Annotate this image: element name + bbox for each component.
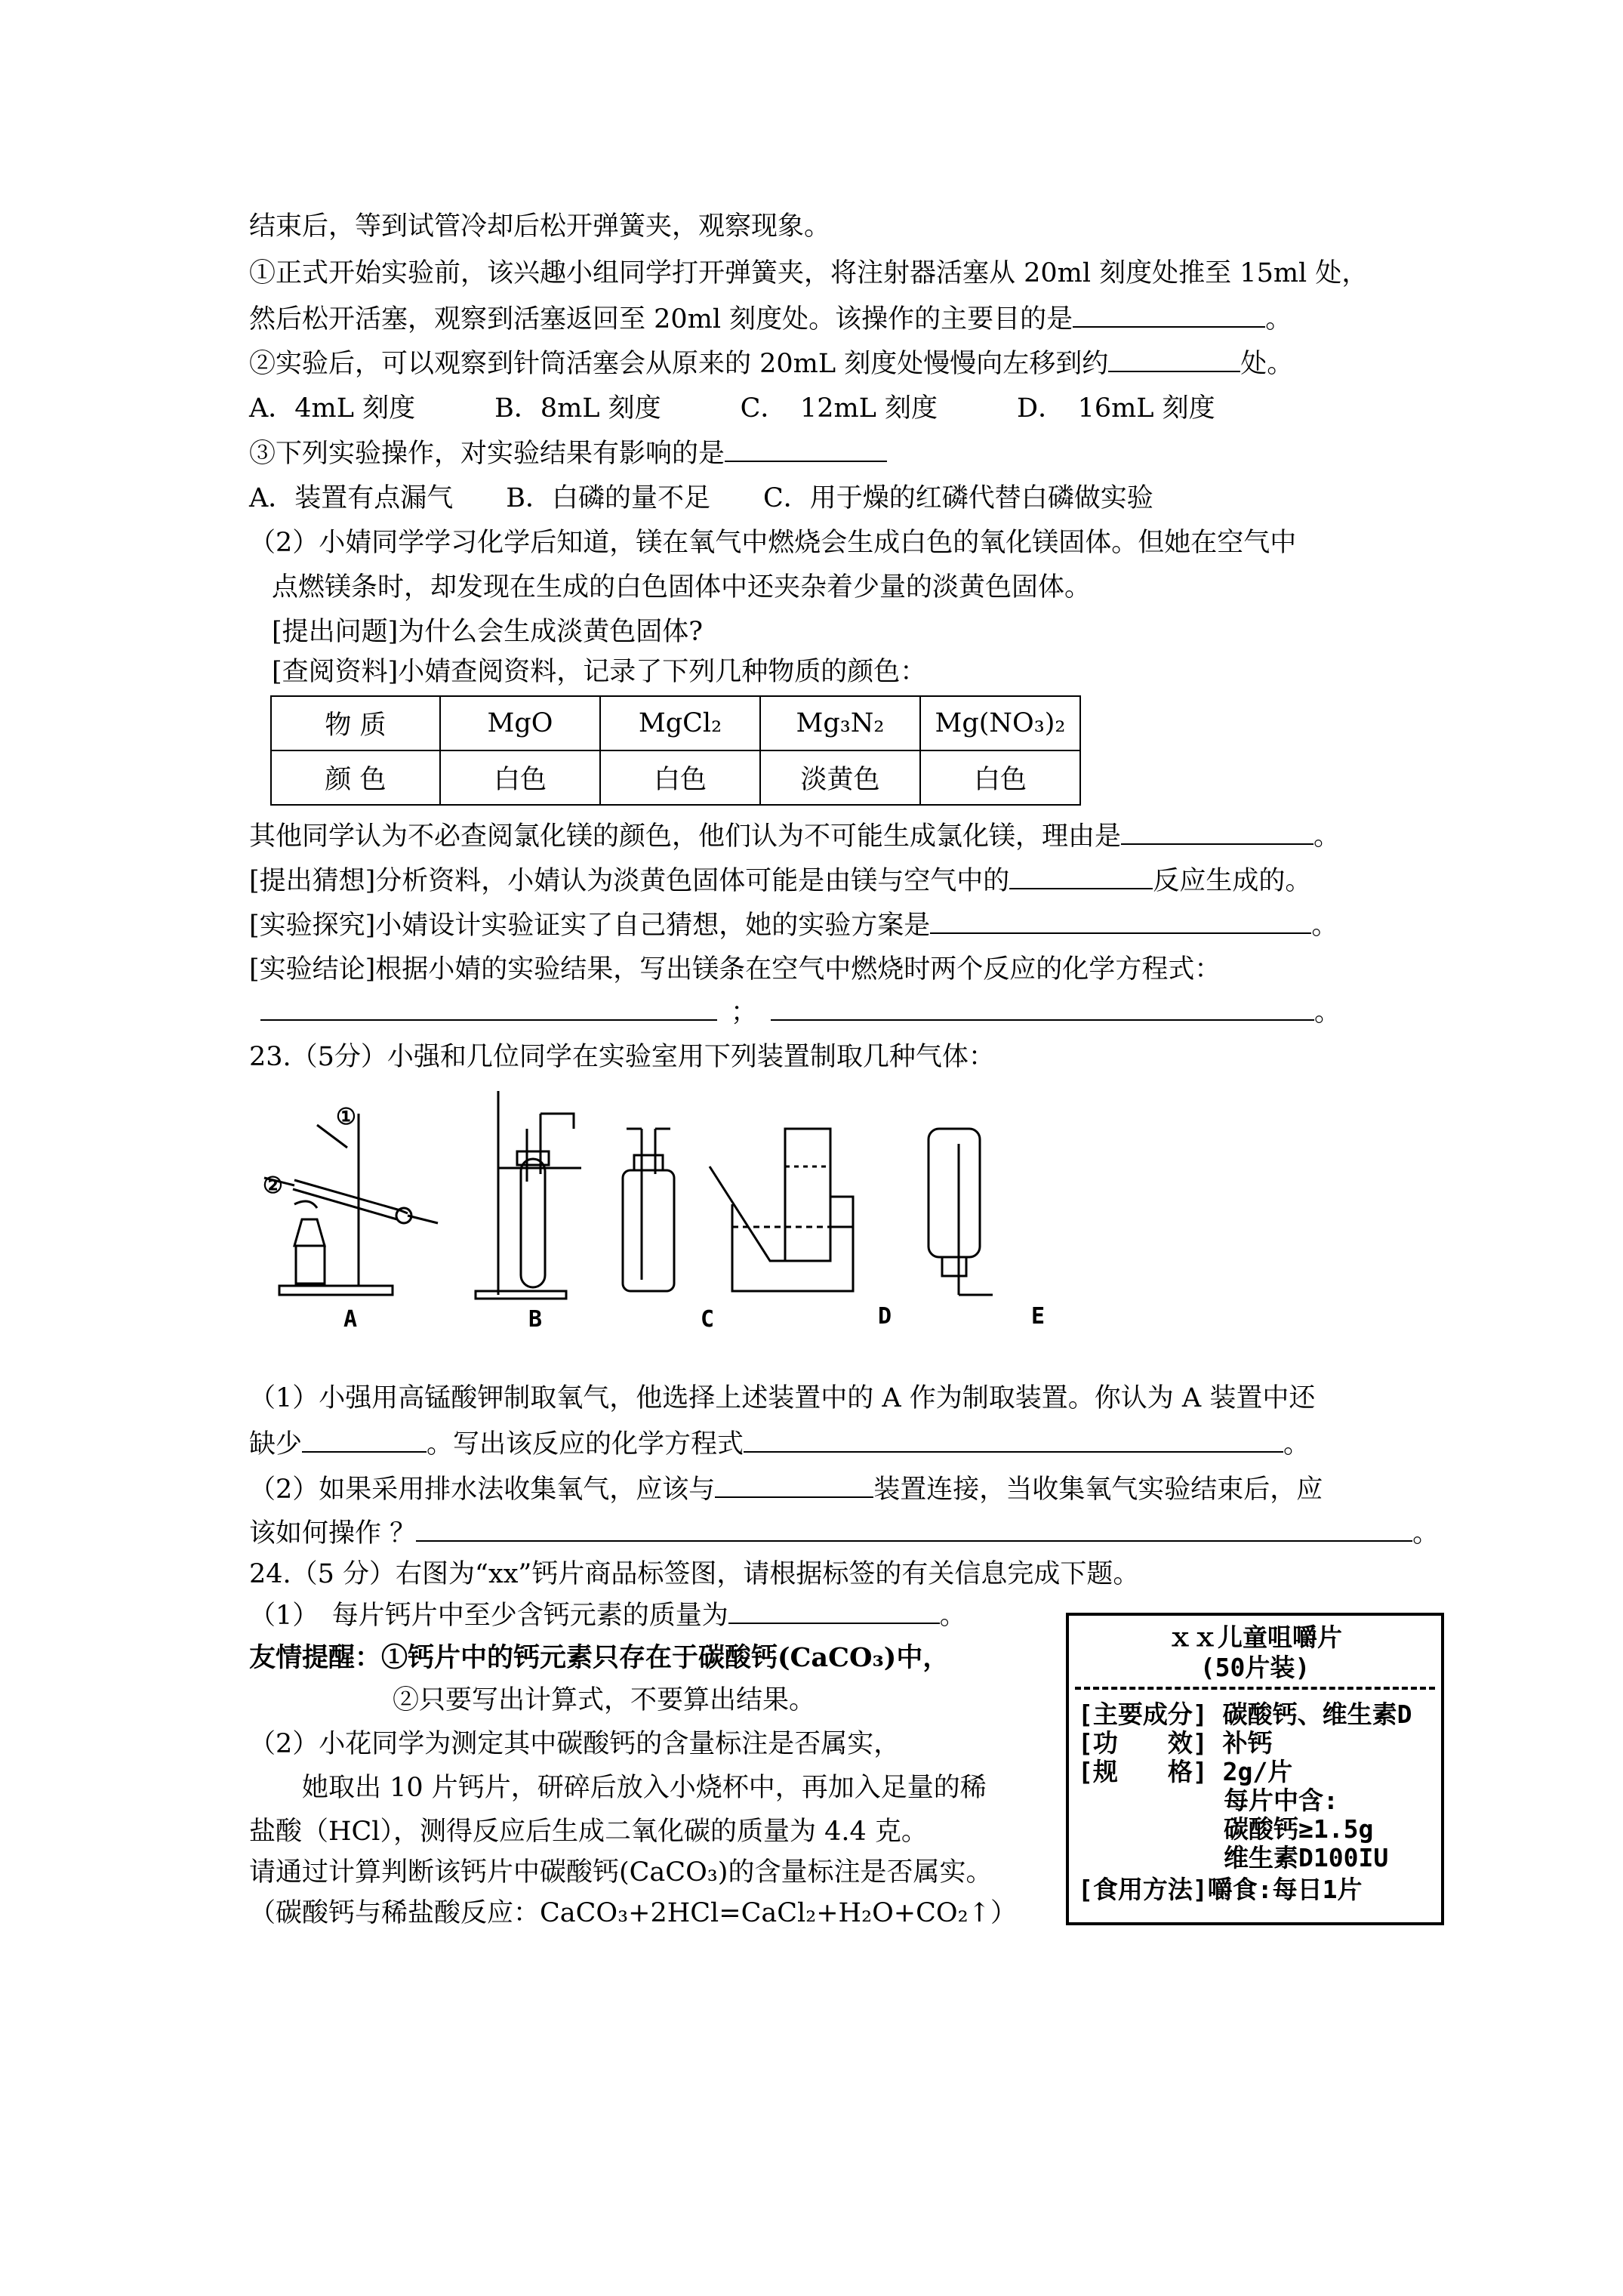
label-row: 每片中含: [1224,1786,1338,1815]
text-segment: 反应生成的。 [1153,866,1312,896]
answer-blank[interactable] [1009,864,1153,889]
figure-label: A [343,1306,358,1333]
text-segment: 该如何操作 ？ [249,1518,417,1549]
text-line: （2）小婧同学学习化学后知道，镁在氧气中燃烧会生成白色的氧化镁固体。但她在空气中 [249,528,1297,558]
label-row: [功 效] 补钙 [1078,1728,1273,1758]
text-line [249,302,1292,336]
text-line [249,1427,1310,1461]
answer-blank[interactable] [416,1516,1412,1542]
answer-blank[interactable] [930,908,1311,934]
label-subtitle: (50片装) [1200,1653,1310,1682]
text-line [249,908,1338,942]
text-line [249,1516,1439,1550]
text-line: ①正式开始实验前，该兴趣小组同学打开弹簧夹，将注射器活塞从 20ml 刻度处推至 15ml 处， [249,258,1369,288]
text-segment: 然后松开活塞，观察到活塞返回至 20ml 刻度处。该操作的主要目的是 [249,304,1073,334]
text-line [249,436,887,470]
label-row: [食用方法]嚼食:每日1片 [1078,1875,1363,1904]
figure-label: E [1031,1303,1046,1330]
text-segment: 处。 [1240,349,1294,379]
text-line [249,347,1293,381]
text-line: （2）小花同学为测定其中碳酸钙的含量标注是否属实， [249,1729,901,1759]
text-segment: 。 [1265,304,1292,334]
text-segment: ③下列实验操作，对实验结果有影响的是 [249,439,725,469]
text-segment: [实验探究]小婧设计实验证实了自己猜想，她的实验方案是 [249,911,931,941]
question-heading: 24.（5 分）右图为“xx”钙片商品标签图，请根据标签的有关信息完成下题。 [249,1559,1140,1589]
label-row: 碳酸钙≥1.5g [1224,1814,1374,1844]
figure-callout: ① [336,1104,356,1130]
text-segment: 。 [1314,997,1341,1028]
answer-blank[interactable] [715,1472,873,1498]
label-row: 维生素D100IU [1224,1843,1389,1872]
figure-label: B [528,1306,543,1333]
text-segment: 。写出该反应的化学方程式 [427,1429,744,1459]
table-row [271,696,1080,750]
calcium-tablet-label [1066,1613,1444,1925]
table-cell: 颜 色 [271,750,440,805]
table-cell: 白色 [600,750,760,805]
text-segment: 装置连接，当收集氧气实验结束后，应 [873,1475,1323,1505]
text-line: [提出问题]为什么会生成淡黄色固体? [272,617,704,647]
options-line: A．4mL 刻度 B．8mL 刻度 C． 12mL 刻度 D． 16mL 刻度 [249,393,1215,424]
table-cell: 白色 [920,750,1080,805]
label-title: ｘｘ儿童咀嚼片 [1168,1623,1342,1652]
answer-blank[interactable] [728,1598,940,1624]
table-cell: Mg(NO₃)₂ [920,696,1080,750]
text-line [249,1598,966,1632]
text-line: 盐酸（HCl），测得反应后生成二氧化碳的质量为 4.4 克。 [249,1817,928,1847]
text-line [249,819,1340,853]
text-segment: ②实验后，可以观察到针筒活塞会从原来的 20mL 刻度处慢慢向左移到约 [249,349,1109,379]
text-segment: 。 [1412,1518,1440,1549]
tip-line: 友情提醒：①钙片中的钙元素只存在于碳酸钙(CaCO₃)中， [249,1642,950,1673]
table-cell: MgCl₂ [600,696,760,750]
text-segment: 。 [1311,911,1338,941]
text-segment: 其他同学认为不必查阅氯化镁的颜色，他们认为不可能生成氯化镁，理由是 [249,821,1122,852]
question-heading: 23.（5分）小强和几位同学在实验室用下列装置制取几种气体： [249,1042,995,1072]
table-cell: 物 质 [271,696,440,750]
answer-blank[interactable] [1073,302,1265,328]
answer-blank[interactable] [302,1427,427,1453]
text-line: 结束后，等到试管冷却后松开弹簧夹，观察现象。 [249,211,831,242]
text-line: [实验结论]根据小婧的实验结果，写出镁条在空气中燃烧时两个反应的化学方程式： [249,954,1221,985]
text-segment: 。 [1313,821,1341,852]
apparatus-a [264,1114,438,1295]
text-line: （碳酸钙与稀盐酸反应：CaCO₃+2HCl=CaCl₂+H₂O+CO₂↑） [249,1898,1017,1928]
text-line: （1）小强用高锰酸钾制取氧气，他选择上述装置中的 A 作为制取装置。你认为 A 装置中还 [249,1383,1316,1413]
apparatus-e [929,1129,993,1295]
text-line [260,995,1341,1029]
text-line: 点燃镁条时，却发现在生成的白色固体中还夹杂着少量的淡黄色固体。 [272,572,1092,603]
table-cell: MgO [440,696,600,750]
figure-label: C [701,1306,715,1333]
text-segment: （1） 每片钙片中至少含钙元素的质量为 [249,1601,728,1631]
figure-callout: ② [263,1173,283,1199]
apparatus-d [710,1129,853,1291]
answer-blank[interactable] [771,995,1314,1021]
text-segment: 。 [939,1601,966,1631]
table-cell: 淡黄色 [760,750,920,805]
text-line [249,1472,1323,1506]
figure-label: D [878,1303,892,1330]
label-row: [主要成分] 碳酸钙、维生素D [1078,1700,1412,1729]
answer-blank[interactable] [1121,819,1313,845]
lab-apparatus-figure [249,1083,1102,1333]
text-segment: （2）如果采用排水法收集氧气，应该与 [249,1475,716,1505]
options-line: A．装置有点漏气 B．白磷的量不足 C．用于燥的红磷代替白磷做实验 [249,483,1153,513]
answer-blank[interactable] [260,995,717,1021]
text-segment: [提出猜想]分析资料，小婧认为淡黄色固体可能是由镁与空气中的 [249,866,1010,896]
text-segment: 缺少 [249,1429,303,1459]
apparatus-c [623,1129,674,1291]
label-row: [规 格] 2g/片 [1078,1757,1293,1786]
text-line: 她取出 10 片钙片，研碎后放入小烧杯中，再加入足量的稀 [302,1773,987,1803]
table-row [271,750,1080,805]
table-cell: 白色 [440,750,600,805]
text-line: [查阅资料]小婧查阅资料，记录了下列几种物质的颜色： [272,657,927,687]
answer-blank[interactable] [725,436,887,462]
label-divider [1075,1687,1435,1690]
text-segment: ； [731,997,758,1028]
tip-line: ②只要写出计算式，不要算出结果。 [393,1685,816,1715]
text-segment: 。 [1283,1429,1310,1459]
text-line: 请通过计算判断该钙片中碳酸钙(CaCO₃)的含量标注是否属实。 [249,1857,993,1888]
answer-blank[interactable] [744,1427,1283,1453]
table-cell: Mg₃N₂ [760,696,920,750]
text-line [249,864,1311,898]
apparatus-b [476,1091,581,1299]
substance-color-table [270,695,1081,806]
answer-blank[interactable] [1108,347,1240,372]
